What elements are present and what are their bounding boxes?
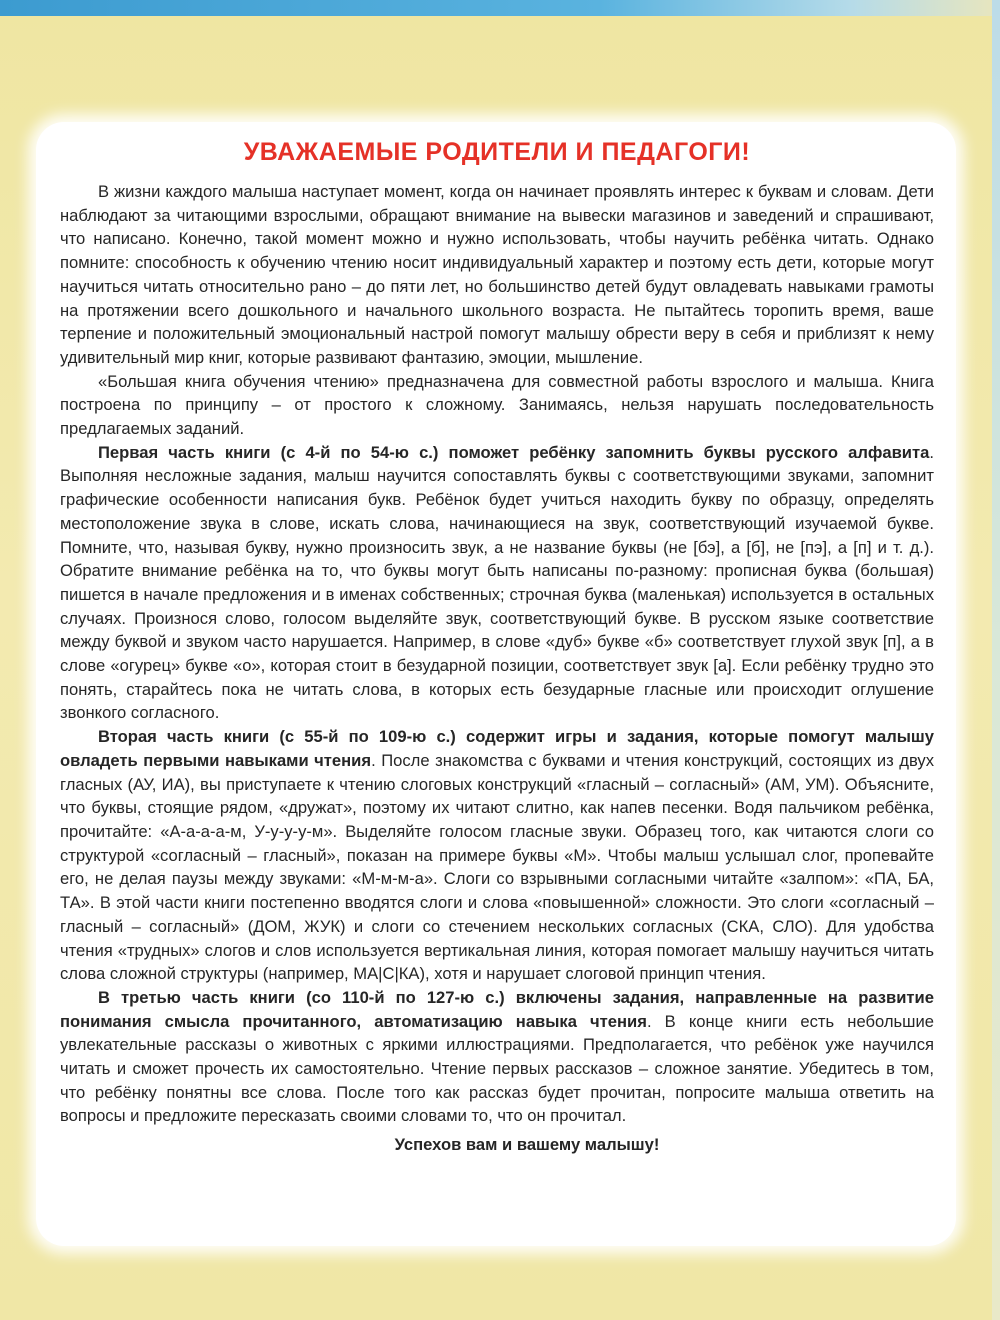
paragraph-text: . После знакомства с буквами и чтения конструкций, состоящих из двух гласных (АУ, ИА), вы приступаете к чтению слоговых конструкций «гласный – согласный» (АМ, УМ). Объясните, что буквы, стоящие рядом, «дружат», поэтому их читают слитно, как напев песенки. Водя пальчиком ребёнка, прочитайте: «А-а-а-а-м, У-у-у-у-м». Выделяйте голосом гласные звуки. Образец того, как читаются слоги со структурой «согласный – гласный», показан на примере буквы «М». Чтобы малыш услышал слог, пропевайте его, не делая паузы между звуками: «М-м-м-а». Слоги со взрывными согласными читайте «залпом»: «ПА, БА, ТА». В этой части книги постепенно вводятся слоги и слова «повышенной» сложности. Это слоги «согласный – гласный – согласный» (ДОМ, ЖУК) и слоги со стечением нескольких согласных (СКА, СЛО). Для удобства чтения «трудных» слогов и слов используется вертикальная линия, которая помогает малышу научиться читать слова сложной структуры (например, МА|С|КА), хотя и нарушает слоговой принцип чтения. [60, 750, 934, 984]
closing-wish: Успехов вам и вашему малышу! [394, 1135, 660, 1155]
content-area [60, 132, 934, 1158]
paragraph-intro [60, 180, 934, 370]
paragraph-part-one [60, 441, 934, 725]
paragraph-bold-lead: Первая часть книги (с 4-й по 54-ю с.) поможет ребёнку запомнить буквы русского алфавита [98, 442, 930, 462]
paragraph-part-three [60, 986, 934, 1128]
paragraph-bold-lead: Вторая часть книги (с 55-й по 109-ю с.) содержит игры и задания, которые помогут малышу овладеть первыми навыками чтения [60, 727, 934, 770]
paragraph-bold-lead: В третью часть книги (со 110-й по 127-ю с.) включены задания, направленные на развитие понимания смысла прочитанного, автоматизацию навыка чтения [60, 987, 934, 1031]
paragraph-book-purpose [60, 370, 934, 441]
right-page-edge [992, 0, 1000, 1320]
paragraph-part-two [60, 725, 934, 986]
paragraph-text: . В конце книги есть небольшие увлекательные рассказы о животных с яркими иллюстрациями. Предполагается, что ребёнок уже научился читать и сможет прочесть их самостоятельно. Чтение первых рассказов – сложное занятие. Убедитесь в том, что ребёнку понятны все слова. После того как рассказ будет прочитан, попросите малыша ответить на вопросы и предложите пересказать своими словами то, что он прочитал. [60, 1011, 934, 1126]
paragraph-text: «Большая книга обучения чтению» предназначена для совместной работы взрослого и малыша. Книга построена по принципу – от простого к сложному. Занимаясь, нельзя нарушать последовательность предлагаемых заданий. [60, 371, 934, 439]
paragraph-text: В жизни каждого малыша наступает момент, когда он начинает проявлять интерес к буквам и словам. Дети наблюдают за читающими взрослыми, обращают внимание на вывески магазинов и заведений и спрашивают, что написано. Конечно, такой момент можно и нужно использовать, чтобы научить ребёнка читать. Однако помните: способность к обучению чтению носит индивидуальный характер и поэтому есть дети, которые могут научиться читать относительно рано – до пяти лет, но большинство детей будут овладевать навыками грамоты на протяжении всего дошкольного и начального школьного возраста. Не пытайтесь торопить время, ваше терпение и положительный эмоциональный настрой помогут малышу обрести веру в себя и приблизят к нему удивительный мир книг, которые развивают фантазию, эмоции, мышление. [60, 182, 934, 367]
top-color-strip [0, 0, 1000, 16]
paragraph-text: . Выполняя несложные задания, малыш научится сопоставлять буквы с соответствующими звуками, запомнит графические особенности написания букв. Ребёнок будет учиться находить букву по образцу, определять местоположение звука в слове, искать слова, начинающиеся на звук, соответствующий изучаемой букве. Помните, что, называя букву, нужно произносить звук, а не название буквы (не [бэ], а [б], не [пэ], а [п] и т. д.). Обратите внимание ребёнка на то, что буквы могут быть написаны по-разному: прописная буква (большая) пишется в начале предложения и в именах собственных; строчная буква (маленькая) используется в остальных случаях. Произнося слово, голосом выделяйте звук, соответствующий букве. В русском языке соответствие между буквой и звуком часто нарушается. Например, в слове «дуб» букве «б» соответствует глухой звук [п], а в слове «огурец» букве «о», которая стоит в безударной позиции, соответствует звук [а]. Если ребёнку трудно это понять, старайтесь пока не читать слова, в которых есть безударные гласные или происходит оглушение звонкого согласного. [60, 442, 934, 723]
page-title: УВАЖАЕМЫЕ РОДИТЕЛИ И ПЕДАГОГИ! [243, 138, 751, 166]
